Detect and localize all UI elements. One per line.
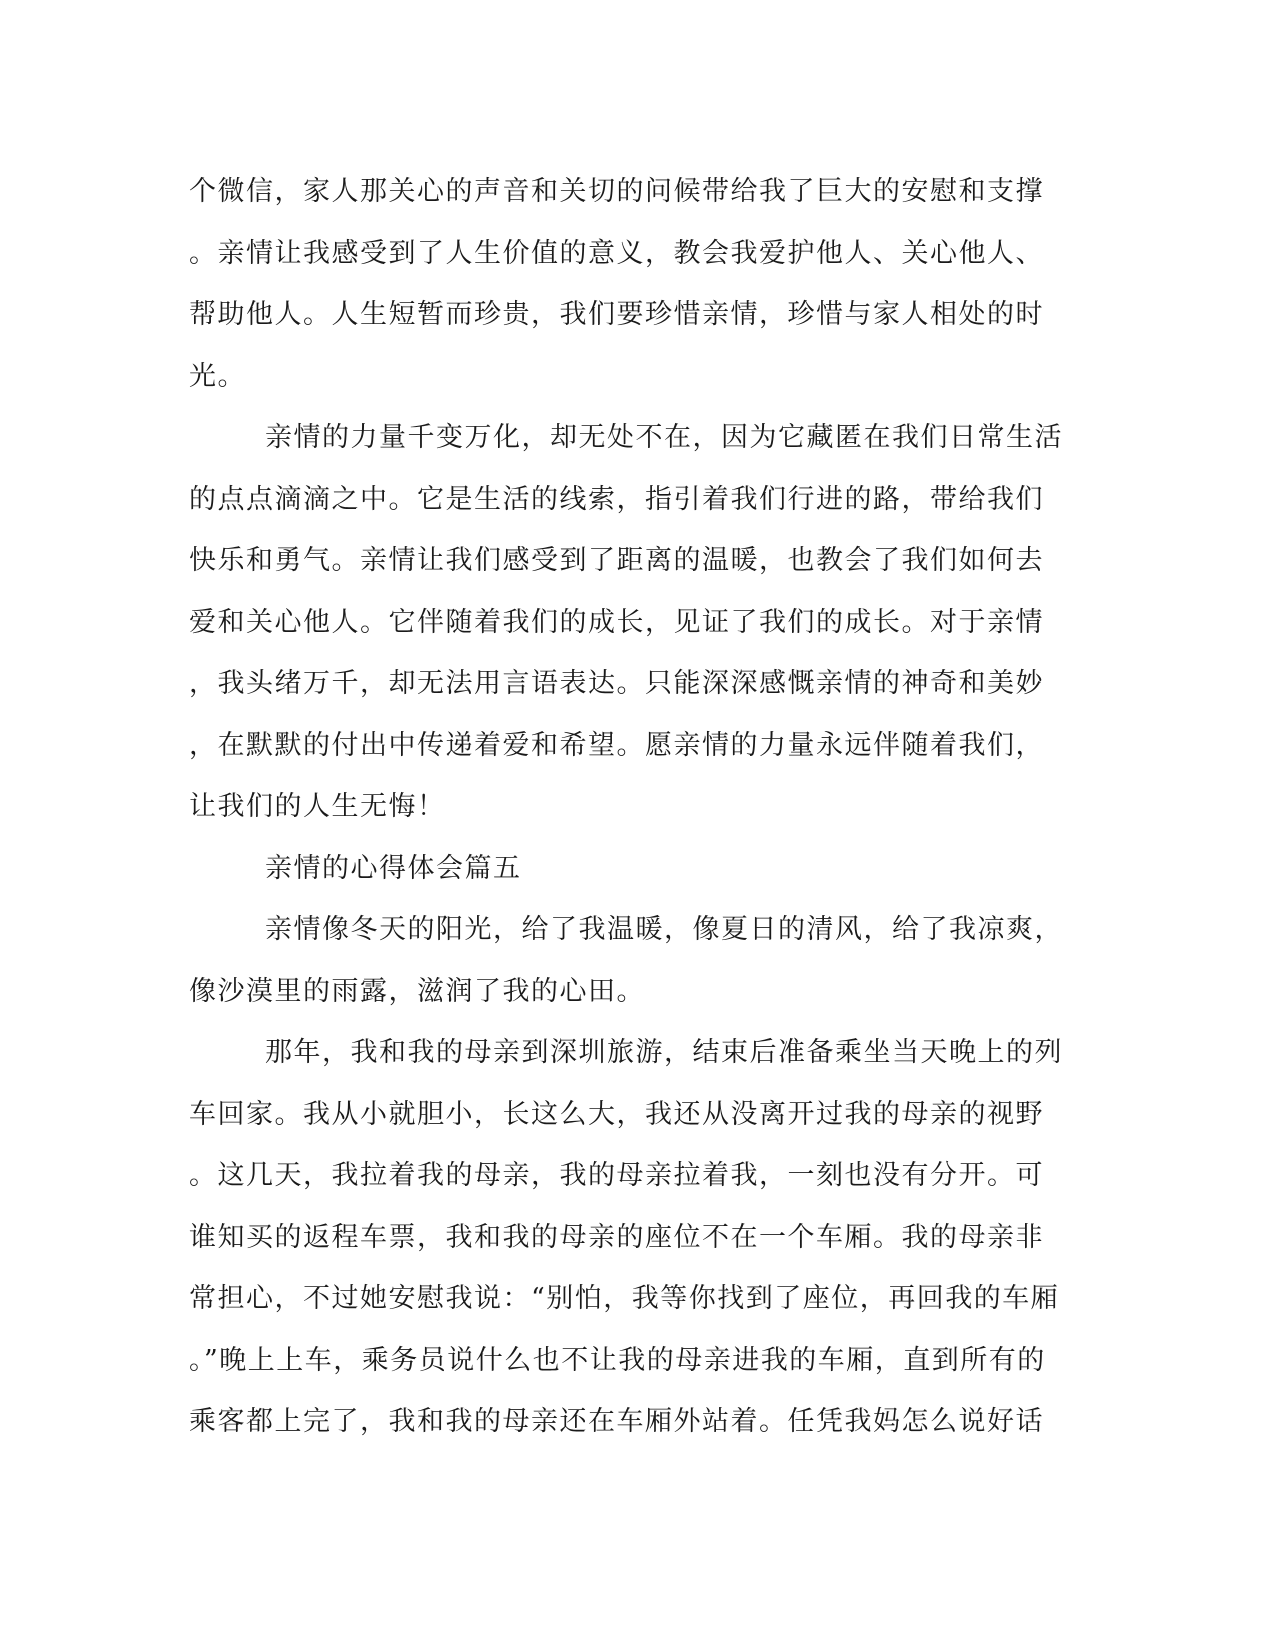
text-line: 亲情像冬天的阳光，给了我温暖，像夏日的清风，给了我凉爽， — [265, 914, 1063, 945]
paragraph-4 — [189, 1022, 1079, 1453]
text-line: 快乐和勇气。亲情让我们感受到了距离的温暖，也教会了我们如何去 — [189, 545, 1044, 576]
paragraph-3 — [189, 899, 1079, 1022]
paragraph-1 — [189, 161, 1079, 407]
section-heading — [189, 838, 1079, 900]
text-line: 常担心，不过她安慰我说：“别怕，我等你找到了座位，再回我的车厢 — [189, 1283, 1060, 1314]
text-line: 让我们的人生无悔！ — [189, 791, 446, 822]
text-line: 的点点滴滴之中。它是生活的线索，指引着我们行进的路，带给我们 — [189, 483, 1044, 515]
text-line: 爱和关心他人。它伴随着我们的成长，见证了我们的成长。对于亲情 — [189, 606, 1044, 638]
section-heading-text: 亲情的心得体会篇五 — [265, 852, 522, 884]
text-line: 帮助他人。人生短暂而珍贵，我们要珍惜亲情，珍惜与家人相处的时 — [189, 299, 1044, 330]
text-line: 那年，我和我的母亲到深圳旅游，结束后准备乘坐当天晚上的列 — [265, 1037, 1063, 1068]
text-line: 。亲情让我感受到了人生价值的意义，教会我爱护他人、关心他人、 — [189, 237, 1044, 269]
text-line: ，我头绪万千，却无法用言语表达。只能深深感慨亲情的神奇和美妙 — [189, 668, 1044, 699]
text-line: 个微信，家人那关心的声音和关切的问候带给我了巨大的安慰和支撑 — [189, 176, 1044, 207]
text-line: 光。 — [189, 360, 246, 392]
text-line: 谁知买的返程车票，我和我的母亲的座位不在一个车厢。我的母亲非 — [189, 1221, 1044, 1253]
document-body — [189, 161, 1079, 1453]
text-line: 。”晚上上车，乘务员说什么也不让我的母亲进我的车厢，直到所有的 — [189, 1344, 1046, 1376]
text-line: 乘客都上完了，我和我的母亲还在车厢外站着。任凭我妈怎么说好话 — [189, 1406, 1044, 1437]
text-line: 亲情的力量千变万化，却无处不在，因为它藏匿在我们日常生活 — [265, 422, 1063, 453]
text-line: ，在默默的付出中传递着爱和希望。愿亲情的力量永远伴随着我们， — [189, 729, 1044, 761]
paragraph-2 — [189, 407, 1079, 838]
text-line: 车回家。我从小就胆小，长这么大，我还从没离开过我的母亲的视野 — [189, 1098, 1044, 1130]
text-line: 像沙漠里的雨露，滋润了我的心田。 — [189, 975, 645, 1007]
text-line: 。这几天，我拉着我的母亲，我的母亲拉着我，一刻也没有分开。可 — [189, 1160, 1044, 1191]
